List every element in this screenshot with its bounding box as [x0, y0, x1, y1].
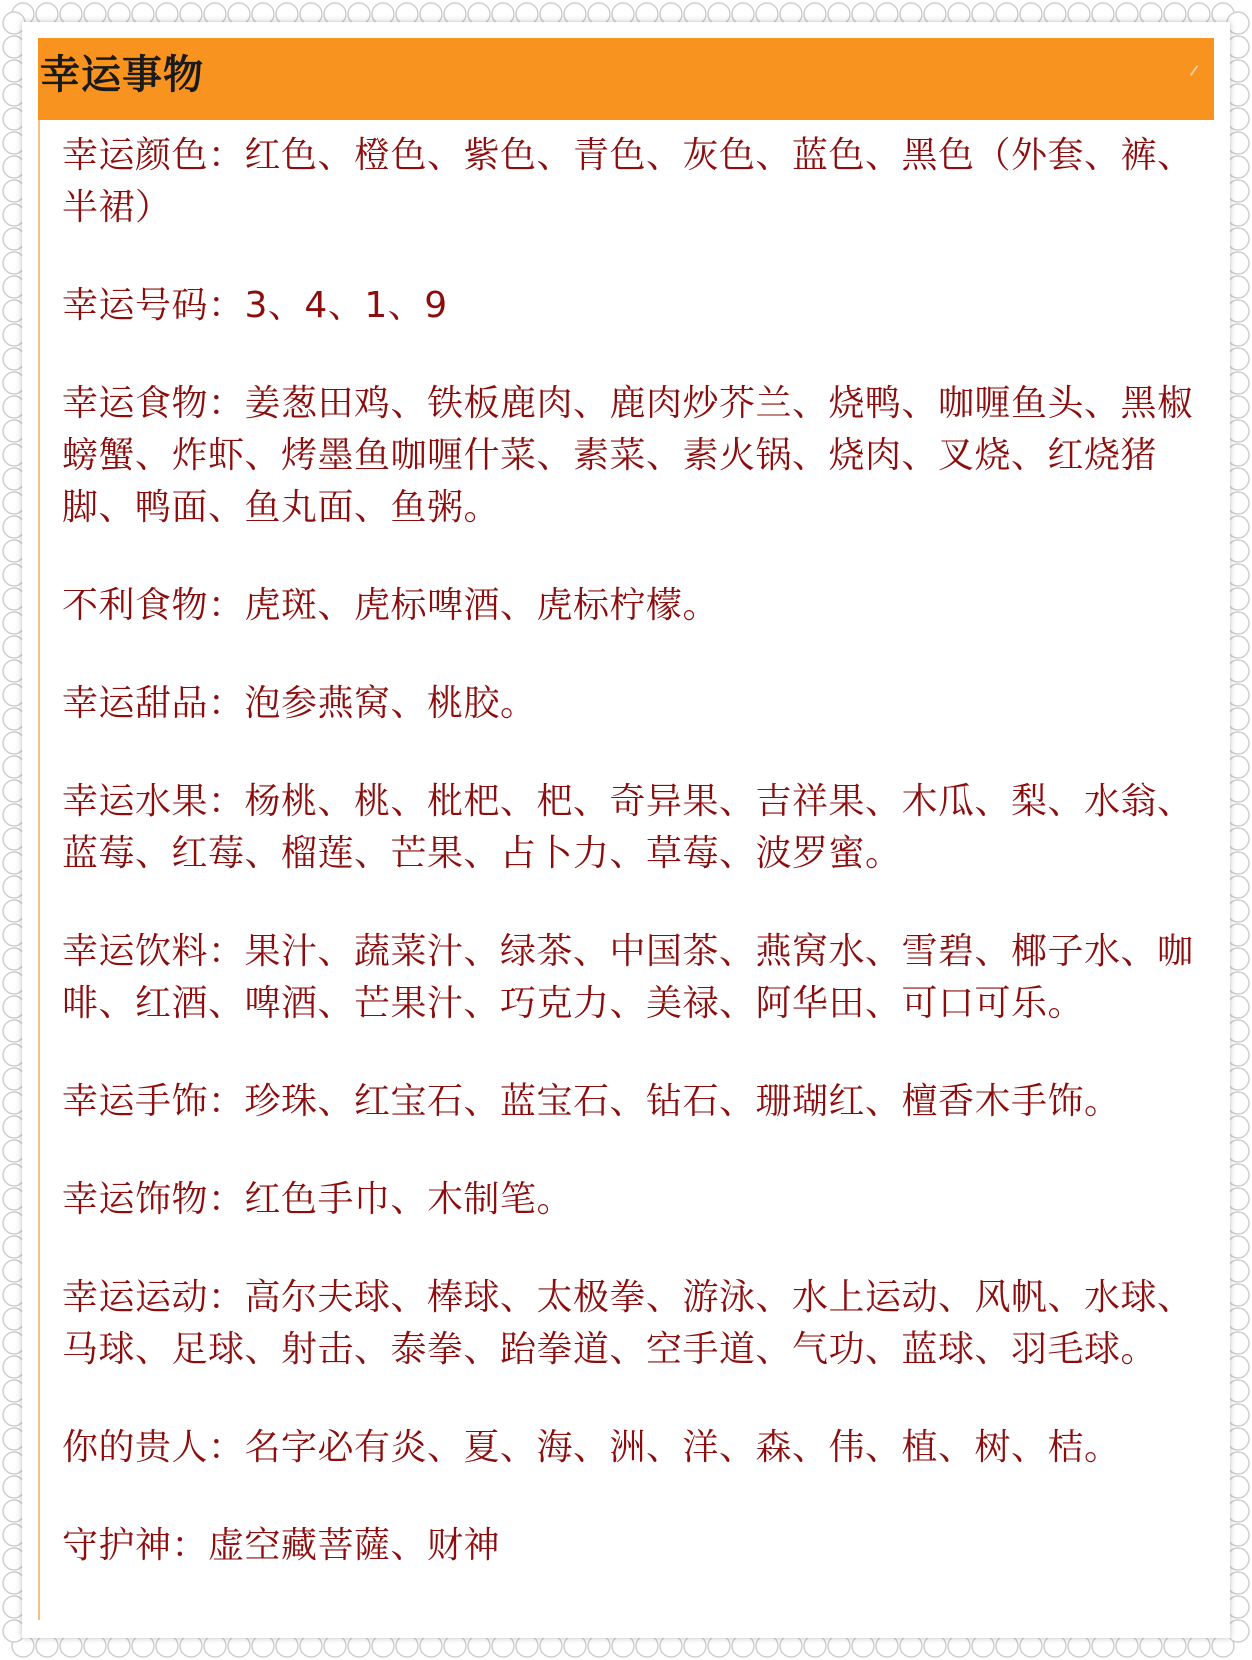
scallop-arc — [1227, 180, 1249, 202]
list-item-guardian — [62, 1520, 1202, 1572]
item-value: 泡参燕窝、桃胶。 — [244, 683, 537, 724]
scallop-arc — [1227, 1116, 1249, 1138]
item-label: 幸运饮料： — [62, 931, 245, 972]
scallop-arc — [1227, 1236, 1249, 1258]
scallop-arc — [1227, 948, 1249, 970]
scallop-arc — [60, 1635, 82, 1657]
scallop-arc — [108, 1635, 130, 1657]
item-label: 幸运运动： — [62, 1277, 245, 1318]
scallop-arc — [1227, 1476, 1249, 1498]
scallop-arc — [1020, 1635, 1042, 1657]
scallop-arc — [324, 1635, 346, 1657]
scallop-arc — [444, 1635, 466, 1657]
item-value: 珍珠、红宝石、蓝宝石、钻石、珊瑚红、檀香木手饰。 — [244, 1081, 1121, 1122]
list-item-lucky-dessert — [62, 678, 1202, 730]
item-value: 高尔夫球、棒球、太极拳、游泳、水上运动、风帆、水球、马球、足球、射击、泰拳、跆拳道、空手道、气功、蓝球、羽毛球。 — [62, 1277, 1194, 1370]
list-item-bad-food — [62, 580, 1202, 632]
scallop-arc — [684, 1635, 706, 1657]
scallop-arc — [636, 1635, 658, 1657]
scallop-arc — [540, 1635, 562, 1657]
scallop-arc — [276, 1635, 298, 1657]
scallop-arc — [1227, 1356, 1249, 1378]
page-title: 幸运事物 — [40, 52, 204, 98]
scallop-arc — [1227, 1092, 1249, 1114]
scallop-arc — [1227, 900, 1249, 922]
scallop-arc — [1227, 876, 1249, 898]
scallop-arc — [252, 1635, 274, 1657]
item-label: 幸运食物： — [62, 383, 245, 424]
item-value: 虎斑、虎标啤酒、虎标柠檬。 — [244, 585, 720, 626]
scallop-arc — [708, 1635, 730, 1657]
item-value: 姜葱田鸡、铁板鹿肉、鹿肉炒芥兰、烧鸭、咖喱鱼头、黑椒螃蟹、炸虾、烤墨鱼咖喱什菜、素菜、素火锅、烧肉、叉烧、红烧猪脚、鸭面、鱼丸面、鱼粥。 — [62, 383, 1194, 528]
scallop-arc — [1068, 1635, 1090, 1657]
scallop-arc — [1227, 12, 1249, 34]
scallop-arc — [1116, 1635, 1138, 1657]
scallop-arc — [1227, 396, 1249, 418]
scallop-arc — [1227, 228, 1249, 250]
item-label: 不利食物： — [62, 585, 245, 626]
scallop-arc — [972, 1635, 994, 1657]
item-value: 虚空藏菩薩、财神 — [208, 1525, 501, 1566]
scallop-arc — [780, 1635, 802, 1657]
item-value: 红色手巾、木制笔。 — [244, 1179, 574, 1220]
scallop-arc — [84, 1635, 106, 1657]
scallop-arc — [1227, 1188, 1249, 1210]
item-value: 3、4、1、9 — [244, 285, 448, 326]
scallop-arc — [1227, 1044, 1249, 1066]
scallop-arc — [1227, 468, 1249, 490]
list-item-benefactor — [62, 1422, 1202, 1474]
scallop-arc — [1227, 276, 1249, 298]
scallop-arc — [1227, 660, 1249, 682]
scallop-arc — [1227, 1524, 1249, 1546]
scallop-arc — [1227, 708, 1249, 730]
item-label: 幸运手饰： — [62, 1081, 245, 1122]
scallop-arc — [468, 1635, 490, 1657]
scallop-arc — [348, 1635, 370, 1657]
item-label: 幸运水果： — [62, 781, 245, 822]
scallop-arc — [1227, 1332, 1249, 1354]
scallop-arc — [1227, 804, 1249, 826]
scallop-arc — [228, 1635, 250, 1657]
scallop-arc — [828, 1635, 850, 1657]
scallop-arc — [1227, 132, 1249, 154]
scallop-arc — [1227, 1404, 1249, 1426]
scallop-arc — [180, 1635, 202, 1657]
list-item-lucky-food — [62, 378, 1202, 534]
scallop-arc — [1227, 516, 1249, 538]
scallop-arc — [1227, 1548, 1249, 1570]
scallop-arc — [1227, 1308, 1249, 1330]
list-item-lucky-number — [62, 280, 1202, 332]
list-item-lucky-sport — [62, 1272, 1202, 1376]
item-value: 果汁、蔬菜汁、绿茶、中国茶、燕窝水、雪碧、椰子水、咖啡、红酒、啤酒、芒果汁、巧克力、美禄、阿华田、可口可乐。 — [62, 931, 1194, 1024]
scallop-arc — [1227, 1020, 1249, 1042]
scallop-arc — [1164, 1635, 1186, 1657]
list-item-lucky-color — [62, 130, 1202, 234]
scallop-arc — [1227, 1500, 1249, 1522]
scallop-arc — [1227, 636, 1249, 658]
scallop-arc — [1227, 300, 1249, 322]
scallop-arc — [1227, 852, 1249, 874]
scallop-arc — [1227, 1620, 1249, 1642]
scallop-arc — [996, 1635, 1018, 1657]
scallop-arc — [756, 1635, 778, 1657]
scallop-arc — [1227, 924, 1249, 946]
scallop-arc — [1227, 1596, 1249, 1618]
scallop-arc — [1227, 540, 1249, 562]
scallop-arc — [1227, 420, 1249, 442]
scallop-arc — [1227, 1140, 1249, 1162]
item-label: 幸运饰物： — [62, 1179, 245, 1220]
item-list — [62, 130, 1202, 1618]
scallop-arc — [1227, 564, 1249, 586]
scallop-arc — [396, 1635, 418, 1657]
scallop-arc — [1044, 1635, 1066, 1657]
scallop-arc — [1227, 84, 1249, 106]
scallop-arc — [36, 1635, 58, 1657]
scallop-arc — [1227, 60, 1249, 82]
scallop-arc — [804, 1635, 826, 1657]
scallop-arc — [204, 1635, 226, 1657]
scallop-arc — [516, 1635, 538, 1657]
scallop-arc — [132, 1635, 154, 1657]
scallop-arc — [1227, 252, 1249, 274]
item-value: 名字必有炎、夏、海、洲、洋、森、伟、植、树、桔。 — [244, 1427, 1121, 1468]
scallop-arc — [564, 1635, 586, 1657]
scallop-arc — [1227, 972, 1249, 994]
scallop-arc — [372, 1635, 394, 1657]
scallop-arc — [1227, 756, 1249, 778]
scallop-arc — [1227, 828, 1249, 850]
scallop-arc — [924, 1635, 946, 1657]
item-value: 杨桃、桃、枇杷、杷、奇异果、吉祥果、木瓜、梨、水翁、蓝莓、红莓、榴莲、芒果、占卜力、草莓、波罗蜜。 — [62, 781, 1194, 874]
scallop-arc — [1227, 1572, 1249, 1594]
list-item-lucky-drink — [62, 926, 1202, 1030]
scallop-arc — [1227, 1452, 1249, 1474]
scallop-arc — [1140, 1635, 1162, 1657]
scallop-arc — [1227, 1284, 1249, 1306]
item-label: 幸运甜品： — [62, 683, 245, 724]
scallop-arc — [1227, 372, 1249, 394]
scallop-arc — [1227, 1212, 1249, 1234]
scallop-arc — [1227, 732, 1249, 754]
scallop-arc — [612, 1635, 634, 1657]
scallop-arc — [732, 1635, 754, 1657]
item-label: 幸运号码： — [62, 285, 245, 326]
scallop-arc — [492, 1635, 514, 1657]
item-label: 你的贵人： — [62, 1427, 245, 1468]
scallop-arc — [1227, 444, 1249, 466]
scallop-arc — [1227, 996, 1249, 1018]
scallop-arc — [420, 1635, 442, 1657]
scallop-arc — [660, 1635, 682, 1657]
item-label: 守护神： — [62, 1525, 209, 1566]
item-label: 幸运颜色： — [62, 135, 245, 176]
scallop-arc — [852, 1635, 874, 1657]
scallop-arc — [1227, 1260, 1249, 1282]
scallop-arc — [1227, 492, 1249, 514]
scallop-arc — [1227, 780, 1249, 802]
scallop-arc — [1227, 36, 1249, 58]
scallop-arc — [1227, 324, 1249, 346]
scallop-arc — [1227, 348, 1249, 370]
scallop-arc — [1227, 108, 1249, 130]
scallop-arc — [156, 1635, 178, 1657]
scallop-arc — [1227, 684, 1249, 706]
scallop-arc — [1227, 156, 1249, 178]
scallop-arc — [1227, 1428, 1249, 1450]
scallop-arc — [1227, 1164, 1249, 1186]
scallop-arc — [588, 1635, 610, 1657]
list-item-lucky-accessory — [62, 1174, 1202, 1226]
scallop-arc — [900, 1635, 922, 1657]
scallop-arc — [300, 1635, 322, 1657]
header-bar — [38, 38, 1214, 120]
list-item-lucky-jewelry — [62, 1076, 1202, 1128]
scallop-arc — [1227, 612, 1249, 634]
scallop-arc — [1188, 1635, 1210, 1657]
scallop-arc — [1227, 1380, 1249, 1402]
scallop-arc — [1227, 1068, 1249, 1090]
scallop-arc — [1092, 1635, 1114, 1657]
scallop-arc — [1227, 204, 1249, 226]
scallop-arc — [948, 1635, 970, 1657]
scallop-arc — [1227, 588, 1249, 610]
list-item-lucky-fruit — [62, 776, 1202, 880]
scallop-arc — [876, 1635, 898, 1657]
item-value: 红色、橙色、紫色、青色、灰色、蓝色、黑色（外套、裤、半裙） — [62, 135, 1194, 228]
